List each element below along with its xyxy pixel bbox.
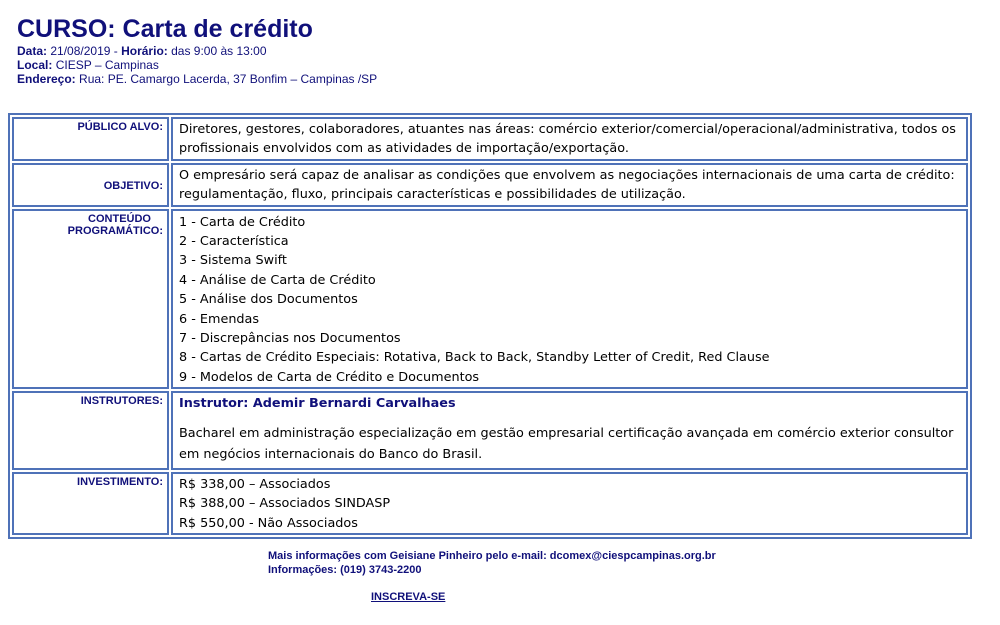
address-value: Rua: PE. Camargo Lacerda, 37 Bonfim – Campinas /SP [79,72,378,86]
investimento-list [171,472,968,535]
date-label: Data: [17,44,48,58]
date-time-line: Data: 21/08/2019 - Horário: das 9:00 às 13:00 [17,44,267,58]
instructor-name: Instrutor: Ademir Bernardi Carvalhaes [179,396,456,412]
signup-link[interactable]: INSCREVA-SE [371,591,446,603]
contact-footer [268,549,716,577]
publico-text [171,117,968,161]
row-instrutores [12,391,968,469]
row-publico [12,117,968,161]
conteudo-item: 4 - Análise de Carta de Crédito [179,272,376,288]
conteudo-list [171,209,968,390]
conteudo-label-line2: PROGRAMÁTICO: [67,224,163,237]
date-value: 21/08/2019 [50,44,111,58]
conteudo-item: 9 - Modelos de Carta de Crédito e Documentos [179,369,480,385]
conteudo-item: 2 - Característica [179,234,289,250]
contact-phone-line: Informações: (019) 3743-2200 [268,564,422,576]
contact-email-line: Mais informações com Geisiane Pinheiro pelo e-mail: dcomex@ciespcampinas.org.br [268,550,716,562]
row-conteudo [12,209,968,390]
objetivo-label: OBJETIVO: [12,163,169,207]
place-label: Local: [17,58,53,72]
conteudo-item: 5 - Análise dos Documentos [179,292,358,308]
publico-label: PÚBLICO ALVO: [12,117,169,161]
conteudo-item: 7 - Discrepâncias nos Documentos [179,331,401,347]
publico-paragraph: Diretores, gestores, colaboradores, atuantes nas áreas: comércio exterior/comercial/operacional/administrativa, todos os profissionais envolvidos com as atividades de importação/exportação. [179,122,956,157]
conteudo-item: 3 - Sistema Swift [179,253,287,269]
page-header [17,14,377,86]
time-label: Horário: [121,44,168,58]
price-item: R$ 388,00 – Associados SINDASP [179,496,391,512]
price-item: R$ 338,00 – Associados [179,476,331,492]
price-item: R$ 550,00 - Não Associados [179,515,358,531]
page-title: CURSO: Carta de crédito [17,15,313,43]
investimento-label: INVESTIMENTO: [12,472,169,535]
course-info-table [8,113,972,539]
objetivo-paragraph: O empresário será capaz de analisar as condições que envolvem as negociações internacionais de uma carta de crédito: regulamentação, fluxo, principais características e possibilidades de utilização. [179,167,955,203]
row-investimento [12,472,968,535]
instrutores-text [171,391,968,469]
conteudo-label-line1: CONTEÚDO [88,212,151,225]
place-line [17,58,377,72]
conteudo-item: 1 - Carta de Crédito [179,214,306,230]
conteudo-label [12,209,169,390]
address-label: Endereço: [17,72,76,86]
place-value: CIESP – Campinas [55,58,159,72]
objetivo-text [171,163,968,207]
row-objetivo [12,163,968,207]
address-line [17,72,377,86]
instructor-spacer [179,414,962,423]
time-value: das 9:00 às 13:00 [171,44,267,58]
conteudo-item: 6 - Emendas [179,311,260,327]
instrutores-label: INSTRUTORES: [12,391,169,469]
instructor-bio: Bacharel em administração especialização em gestão empresarial certificação avançada em comércio exterior consultor em negócios internacionais do Banco do Brasil. [179,425,954,462]
conteudo-item: 8 - Cartas de Crédito Especiais: Rotativa, Back to Back, Standby Letter of Credit, Red Clause [179,350,770,366]
